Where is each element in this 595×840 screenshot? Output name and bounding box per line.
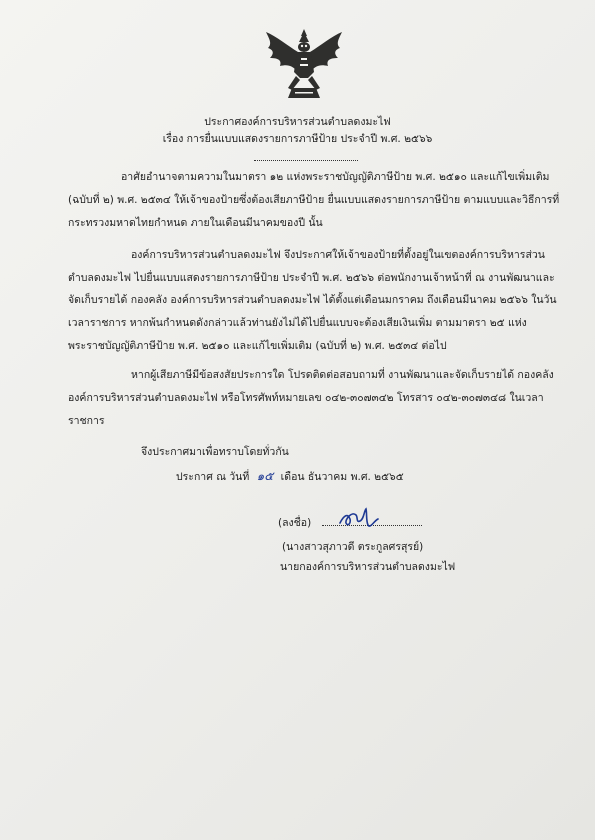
- date-line: [176, 469, 404, 484]
- sign-label: (ลงชื่อ): [278, 517, 312, 529]
- signer-position: นายกองค์การบริหารส่วนตำบลดงมะไฟ: [280, 561, 456, 573]
- announcement: จึงประกาศมาเพื่อทราบโดยทั่วกัน: [141, 446, 289, 458]
- paragraph3-line3: ราชการ: [68, 415, 105, 427]
- date-month-year: เดือน ธันวาคม พ.ศ. ๒๕๖๕: [280, 471, 404, 483]
- notice-title: ประกาศองค์การบริหารส่วนตำบลดงมะไฟ: [204, 116, 391, 128]
- garuda-emblem-icon: [262, 28, 346, 100]
- notice-subject: เรื่อง การยื่นแบบแสดงรายการภาษีป้าย ประจำปี พ.ศ. ๒๕๖๖: [162, 133, 433, 145]
- paragraph2-line2: ตำบลดงมะไฟ ไปยื่นแบบแสดงรายการภาษีป้าย ประจำปี พ.ศ. ๒๕๖๖ ต่อพนักงานเจ้าหน้าที่ ณ งานพัฒนาและ: [68, 272, 555, 284]
- title-divider: [254, 160, 358, 161]
- paragraph1-line2: (ฉบับที่ ๒) พ.ศ. ๒๕๓๔ ให้เจ้าของป้ายซึ่งต้องเสียภาษีป้าย ยื่นแบบแสดงรายการภาษีป้าย ตามแบบและวิธีการที่: [68, 194, 560, 206]
- date-prefix: ประกาศ ณ วันที่: [176, 471, 250, 483]
- paragraph2-line5: พระราชบัญญัติภาษีป้าย พ.ศ. ๒๕๑๐ และแก้ไขเพิ่มเติม (ฉบับที่ ๒) พ.ศ. ๒๕๓๔ ต่อไป: [68, 340, 447, 352]
- handwritten-day: ๑๕: [256, 469, 274, 483]
- paragraph3-line1: หากผู้เสียภาษีมีข้อสงสัยประการใด โปรดติดต่อสอบถามที่ งานพัฒนาและจัดเก็บรายได้ กองคลัง: [131, 369, 554, 381]
- signer-name: (นางสาวสุภาวดี ตระกูลศรสุรย์): [282, 541, 424, 553]
- handwritten-signature-icon: [336, 505, 382, 531]
- paragraph2-line3: จัดเก็บรายได้ กองคลัง องค์การบริหารส่วนตำบลดงมะไฟ ได้ตั้งแต่เดือนมกราคม ถึงเดือนมีนาคม ๒๕๖๖ ในวัน: [68, 294, 557, 306]
- paragraph1-line3: กระทรวงมหาดไทยกำหนด ภายในเดือนมีนาคมของปี นั้น: [68, 217, 323, 229]
- paragraph3-line2: องค์การบริหารส่วนตำบลดงมะไฟ หรือโทรศัพท์หมายเลข ๐๔๒-๓๐๗๓๔๒ โทรสาร ๐๔๒-๓๐๗๓๔๘ ในเวลา: [68, 392, 544, 404]
- paragraph1-line1: อาศัยอำนาจตามความในมาตรา ๑๒ แห่งพระราชบัญญัติภาษีป้าย พ.ศ. ๒๕๑๐ และแก้ไขเพิ่มเติม: [121, 171, 550, 183]
- paragraph2-line1: องค์การบริหารส่วนตำบลดงมะไฟ จึงประกาศให้เจ้าของป้ายที่ตั้งอยู่ในเขตองค์การบริหารส่วน: [131, 249, 545, 261]
- paragraph2-line4: เวลาราชการ หากพ้นกำหนดดังกล่าวแล้วท่านยังไม่ได้ไปยื่นแบบจะต้องเสียเงินเพิ่ม ตามมาตรา ๒๕ แห่ง: [68, 317, 527, 329]
